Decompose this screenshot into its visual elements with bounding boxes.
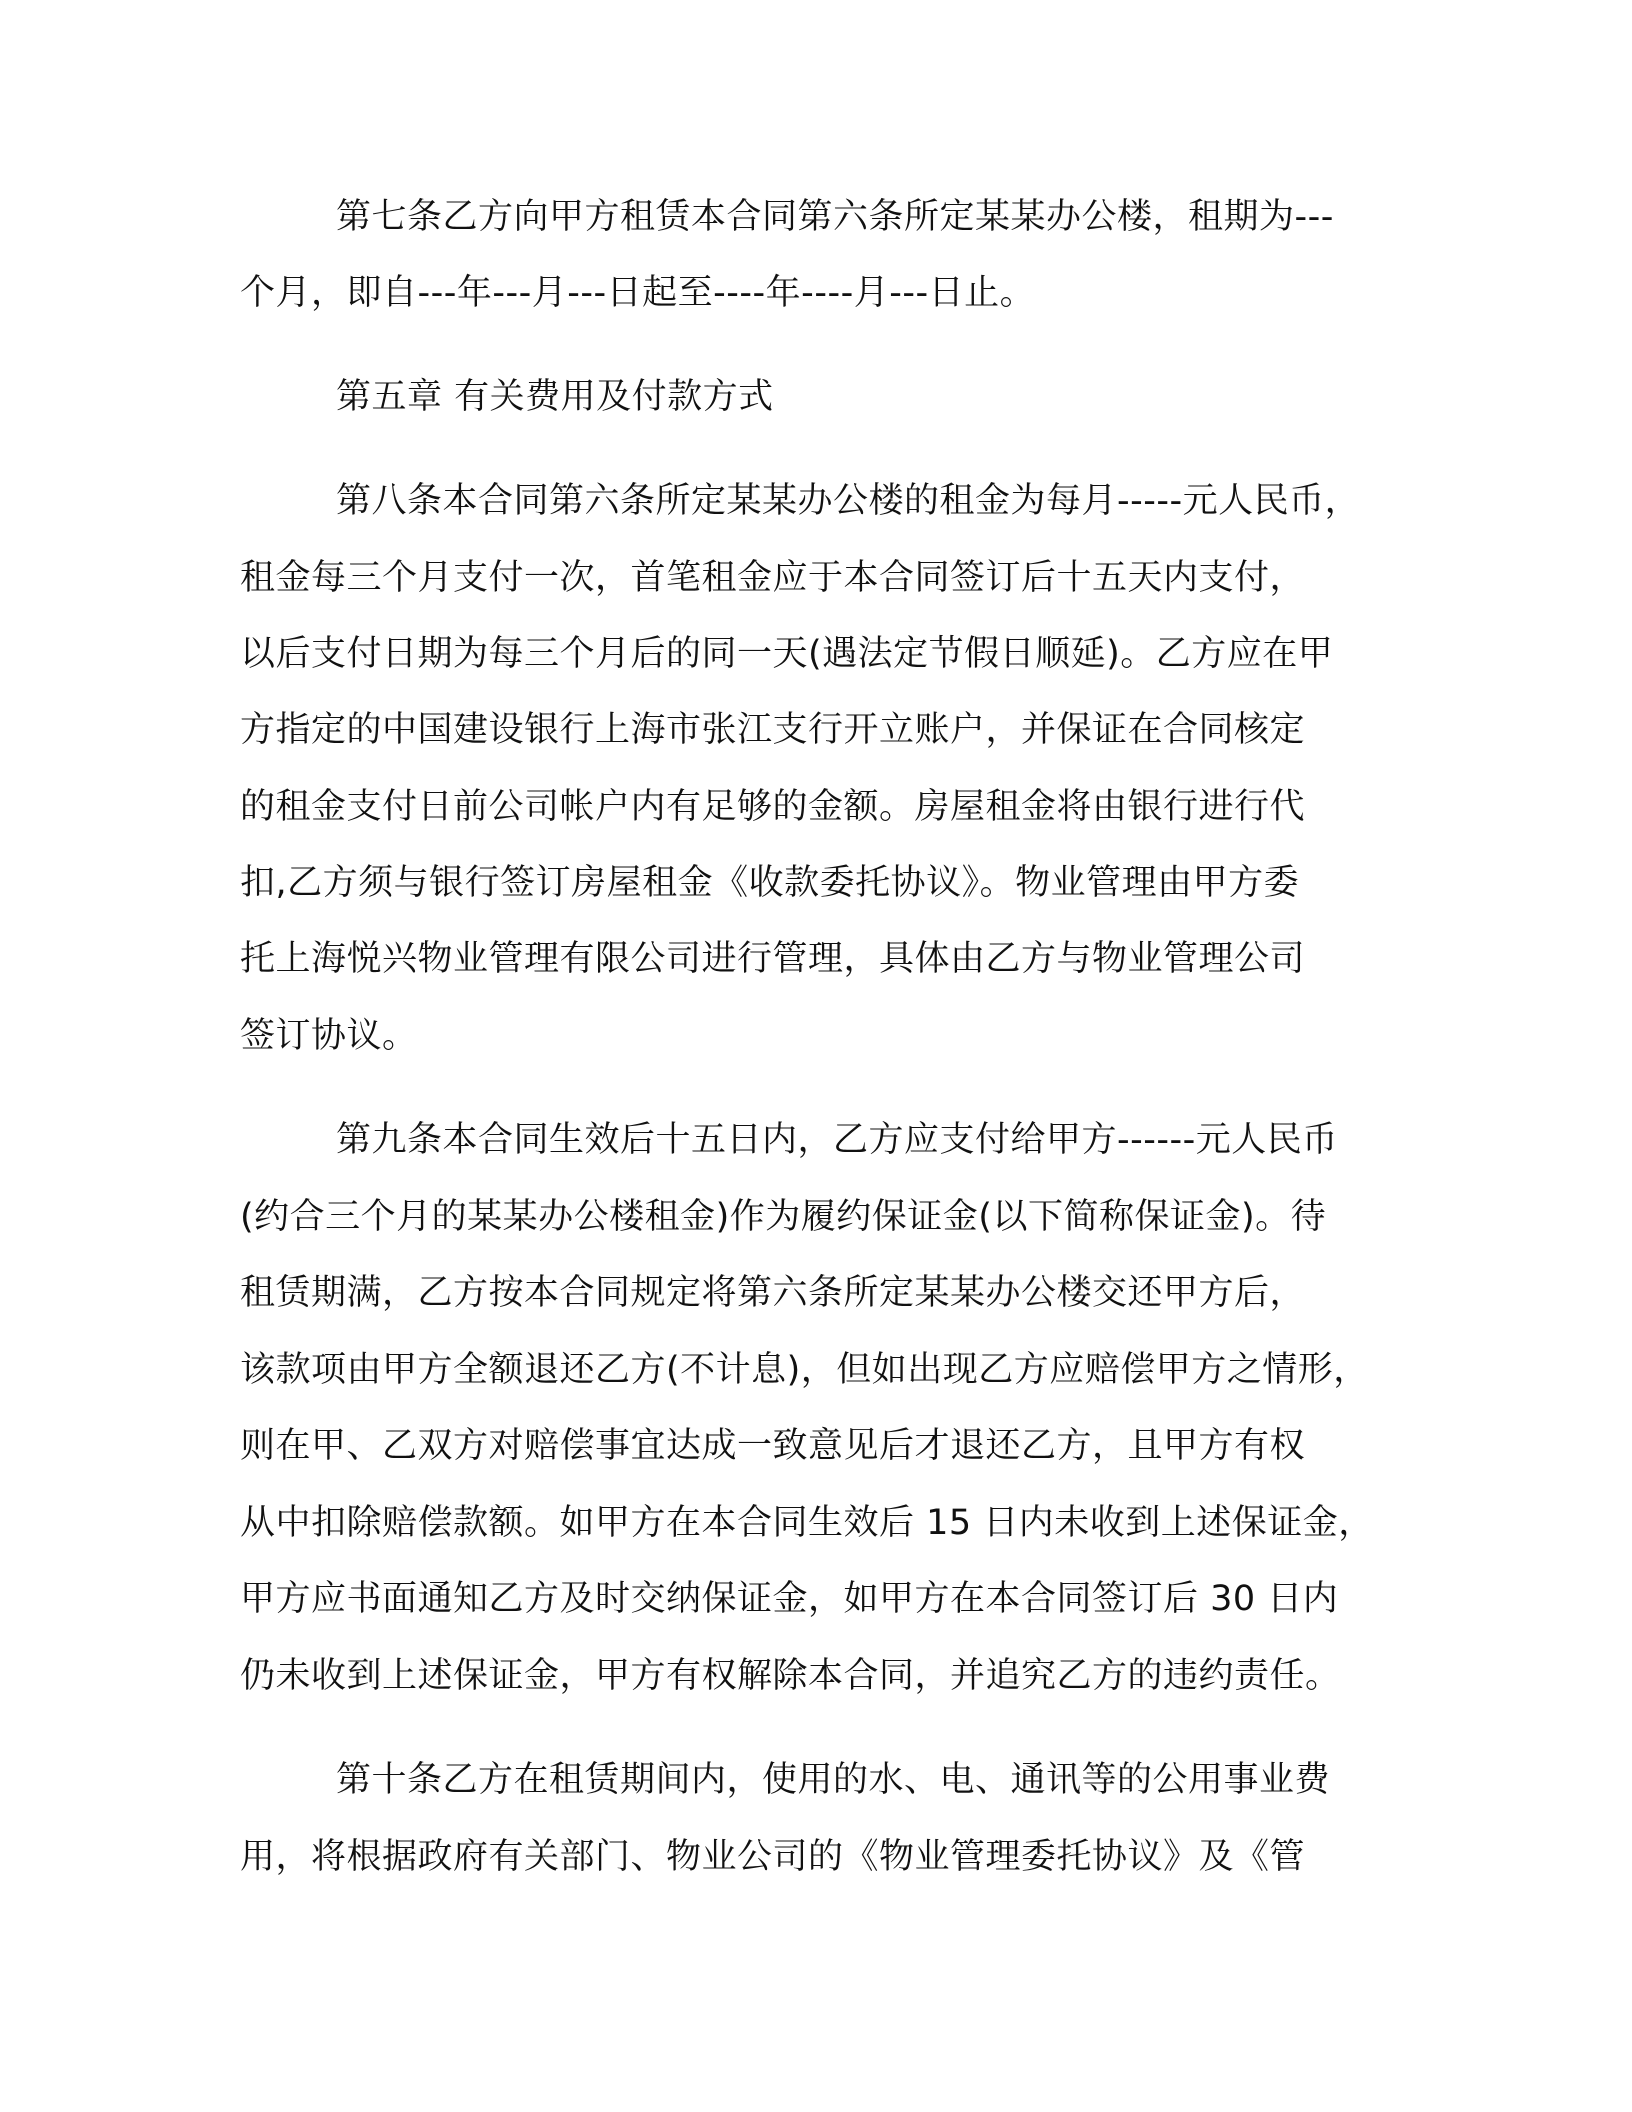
article-8-line-2: 租金每三个月支付一次，首笔租金应于本合同签订后十五天内支付， — [240, 558, 1306, 598]
article-9-line-6: 从中扣除赔偿款额。如甲方在本合同生效后 15 日内未收到上述保证金， — [240, 1503, 1374, 1543]
article-9-line-1: 第九条本合同生效后十五日内，乙方应支付给甲方------元人民币 — [336, 1120, 1338, 1160]
article-9-line-4: 该款项由甲方全额退还乙方(不计息)，但如出现乙方应赔偿甲方之情形， — [240, 1350, 1369, 1390]
article-8-line-3: 以后支付日期为每三个月后的同一天(遇法定节假日顺延)。乙方应在甲 — [240, 634, 1334, 674]
article-7-line-2: 个月，即自---年---月---日起至----年----月---日止。 — [240, 273, 1036, 313]
article-10-line-1: 第十条乙方在租赁期间内，使用的水、电、通讯等的公用事业费 — [336, 1760, 1331, 1800]
article-8-line-5: 的租金支付日前公司帐户内有足够的金额。房屋租金将由银行进行代 — [240, 787, 1306, 827]
article-9-line-5: 则在甲、乙双方对赔偿事宜达成一致意见后才退还乙方，且甲方有权 — [240, 1426, 1306, 1466]
article-9-line-2: (约合三个月的某某办公楼租金)作为履约保证金(以下简称保证金)。待 — [240, 1197, 1327, 1237]
article-9-line-8: 仍未收到上述保证金，甲方有权解除本合同，并追究乙方的违约责任。 — [240, 1656, 1341, 1696]
article-8-line-7: 托上海悦兴物业管理有限公司进行管理，具体由乙方与物业管理公司 — [240, 939, 1306, 979]
article-9-line-3: 租赁期满，乙方按本合同规定将第六条所定某某办公楼交还甲方后， — [240, 1273, 1306, 1313]
chapter-5-heading: 第五章 有关费用及付款方式 — [336, 377, 774, 417]
article-8-line-8: 签订协议。 — [240, 1016, 418, 1056]
article-8-line-4: 方指定的中国建设银行上海市张江支行开立账户，并保证在合同核定 — [240, 710, 1306, 750]
article-8-line-6: 扣,乙方须与银行签订房屋租金《收款委托协议》。物业管理由甲方委 — [240, 863, 1300, 903]
article-8-line-1: 第八条本合同第六条所定某某办公楼的租金为每月-----元人民币， — [336, 481, 1361, 521]
article-10-line-2: 用，将根据政府有关部门、物业公司的《物业管理委托协议》及《管 — [240, 1837, 1306, 1877]
article-7-line-1: 第七条乙方向甲方租赁本合同第六条所定某某办公楼，租期为--- — [336, 197, 1334, 237]
article-9-line-7: 甲方应书面通知乙方及时交纳保证金，如甲方在本合同签订后 30 日内 — [240, 1579, 1339, 1619]
